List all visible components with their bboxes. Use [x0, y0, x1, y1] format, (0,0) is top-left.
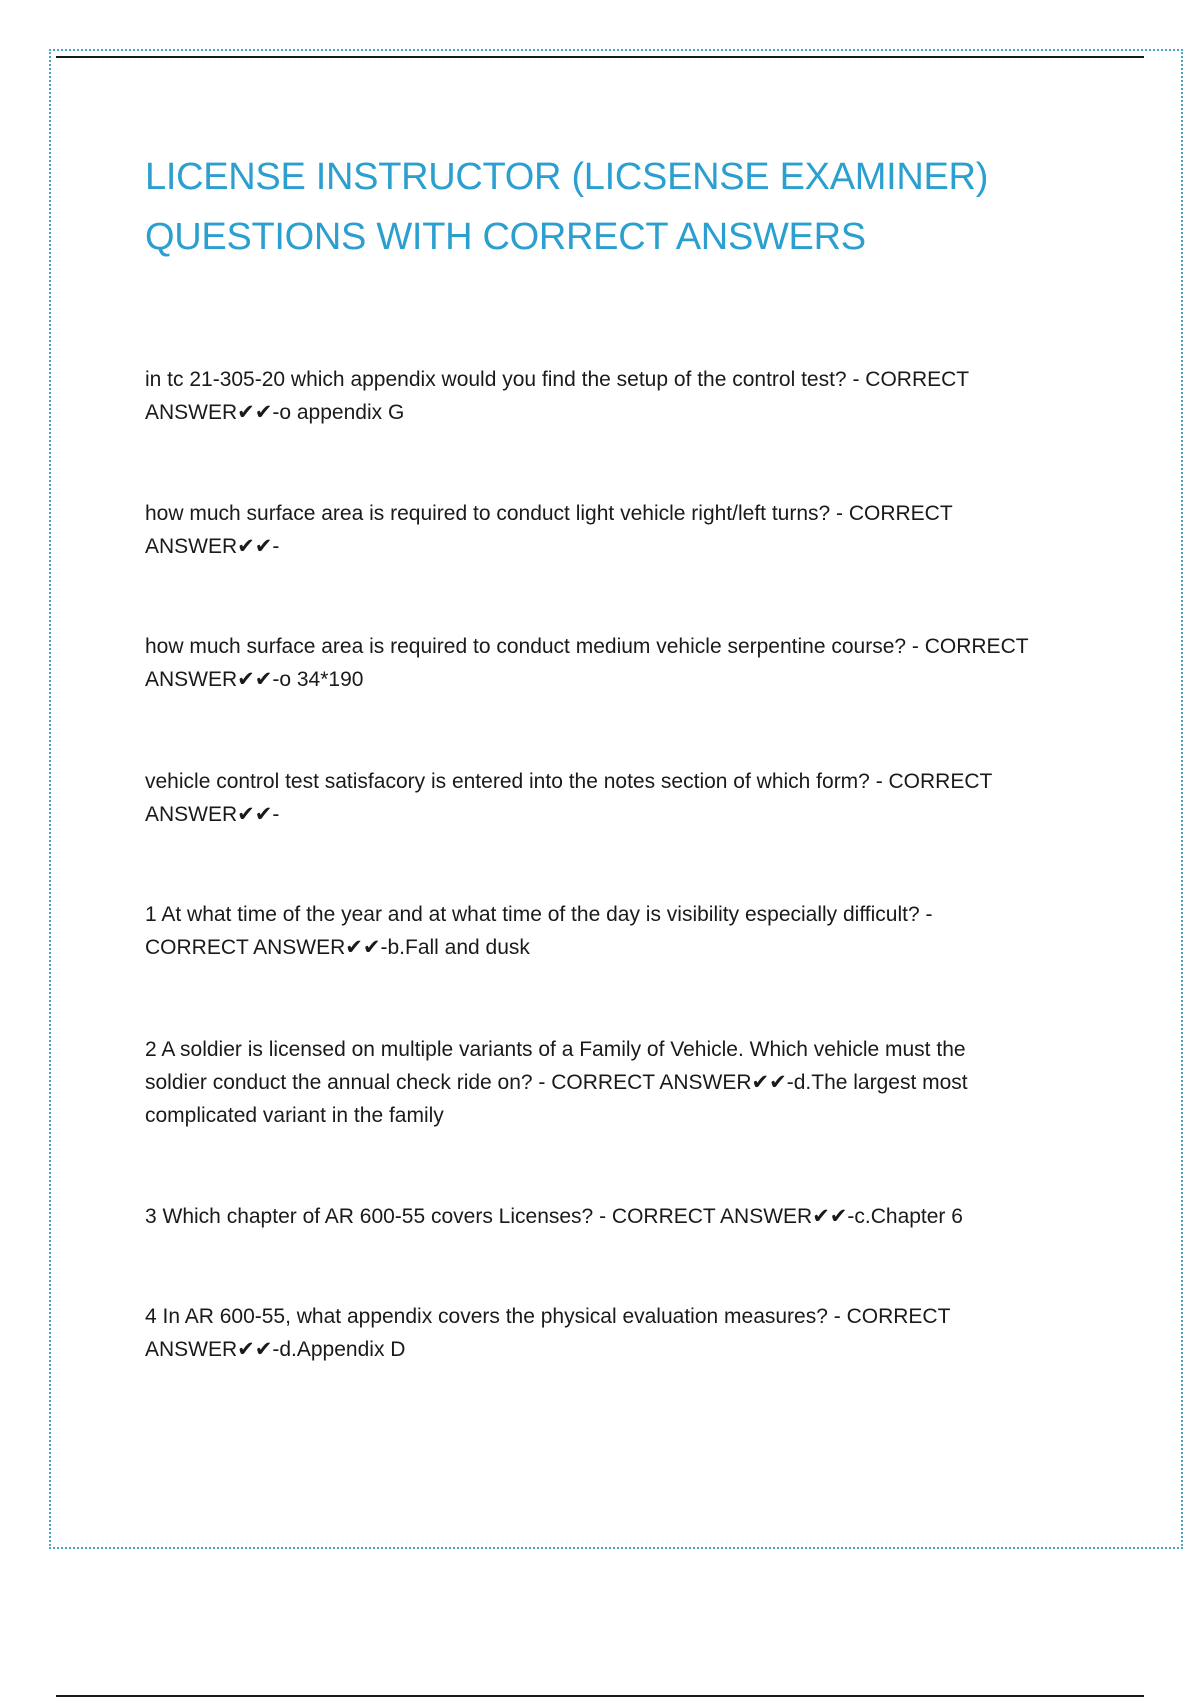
qa-item-6 [145, 1033, 1105, 1132]
qa-item-8 [145, 1300, 1105, 1366]
qa-line: ANSWER✔✔-d.Appendix D [145, 1338, 406, 1361]
qa-line: ANSWER✔✔- [145, 535, 280, 558]
qa-line: ANSWER✔✔- [145, 803, 280, 826]
top-rule [56, 56, 1144, 58]
qa-item-5 [145, 898, 1105, 964]
qa-item-7 [145, 1200, 1105, 1233]
qa-line: how much surface area is required to conduct light vehicle right/left turns? - CORRECT [145, 502, 953, 525]
qa-line: complicated variant in the family [145, 1104, 444, 1127]
title-line: QUESTIONS WITH CORRECT ANSWERS [145, 216, 866, 258]
qa-line: how much surface area is required to conduct medium vehicle serpentine course? - CORRECT [145, 635, 1029, 658]
qa-item-3 [145, 630, 1105, 696]
qa-item-1 [145, 363, 1105, 429]
qa-line: vehicle control test satisfacory is entered into the notes section of which form? - CORRECT [145, 770, 993, 793]
qa-line: CORRECT ANSWER✔✔-b.Fall and dusk [145, 936, 530, 959]
qa-line: 2 A soldier is licensed on multiple variants of a Family of Vehicle. Which vehicle must the [145, 1038, 966, 1061]
qa-line: in tc 21-305-20 which appendix would you find the setup of the control test? - CORRECT [145, 368, 970, 391]
title-line: LICENSE INSTRUCTOR (LICSENSE EXAMINER) [145, 156, 989, 198]
qa-line: soldier conduct the annual check ride on? - CORRECT ANSWER✔✔-d.The largest most [145, 1071, 968, 1094]
document-title [145, 147, 1105, 267]
qa-line: ANSWER✔✔-o 34*190 [145, 668, 364, 691]
qa-item-4 [145, 765, 1105, 831]
qa-line: 4 In AR 600-55, what appendix covers the physical evaluation measures? - CORRECT [145, 1305, 951, 1328]
qa-line: ANSWER✔✔-o appendix G [145, 401, 405, 424]
qa-item-2 [145, 497, 1105, 563]
qa-line: 3 Which chapter of AR 600-55 covers Licenses? - CORRECT ANSWER✔✔-c.Chapter 6 [145, 1205, 963, 1228]
bottom-rule [56, 1695, 1144, 1697]
qa-line: 1 At what time of the year and at what time of the day is visibility especially difficult? - [145, 903, 933, 926]
